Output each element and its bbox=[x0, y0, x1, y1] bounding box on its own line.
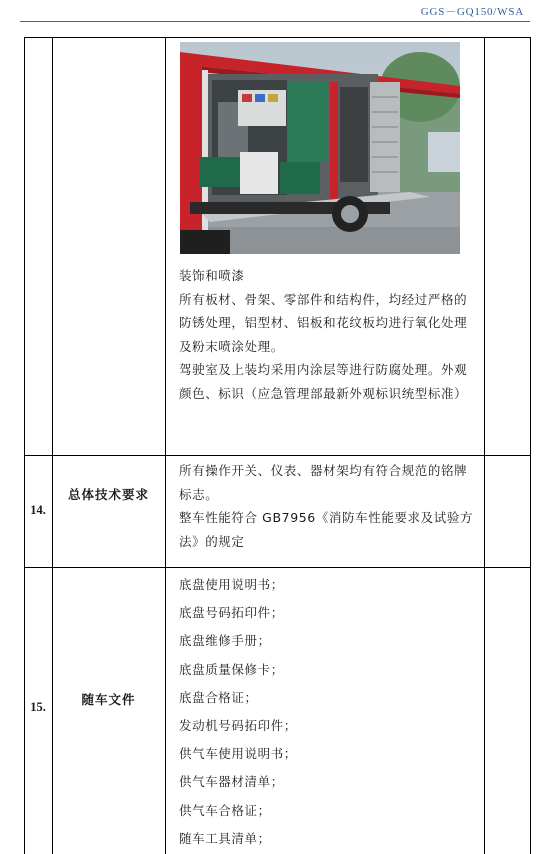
list-item: 随车工具清单； bbox=[179, 830, 271, 846]
list-item: 底盘号码拓印件； bbox=[179, 605, 284, 621]
row14-description bbox=[179, 459, 479, 553]
row13-description bbox=[179, 264, 479, 405]
col-divider bbox=[165, 37, 166, 854]
col-divider bbox=[24, 37, 25, 854]
paragraph-cab-coating: 驾驶室及上装均采用内涂层等进行防腐处理。外观颜色、标识（应急管理部最新外观标识统型标准） bbox=[179, 362, 468, 401]
list-item: 发动机号码拓印件； bbox=[179, 718, 297, 734]
header-rule bbox=[20, 21, 530, 22]
row15-number: 15. bbox=[30, 700, 46, 714]
col-divider bbox=[530, 37, 531, 854]
col-divider bbox=[52, 37, 53, 854]
row15-document-list bbox=[179, 571, 479, 853]
paragraph-gb7956: 整车性能符合 GB7956《消防车性能要求及试验方法》的规定 bbox=[179, 510, 474, 549]
col-divider bbox=[484, 37, 485, 854]
paragraph-nameplates: 所有操作开关、仪表、器材架均有符合规范的铭牌标志。 bbox=[179, 463, 468, 502]
list-item: 底盘使用说明书； bbox=[179, 577, 284, 592]
paragraph-decoration-title: 装饰和喷漆 bbox=[179, 268, 245, 283]
list-item: 底盘维修手册； bbox=[179, 633, 271, 649]
row-divider bbox=[24, 567, 530, 568]
list-item: 底盘质量保修卡； bbox=[179, 661, 284, 677]
row14-item-name: 总体技术要求 bbox=[67, 487, 149, 502]
table-border-top bbox=[24, 37, 530, 38]
page-header-code: GGS－GQ150/WSA bbox=[420, 6, 524, 18]
paragraph-anticorrosion: 所有板材、骨架、零部件和结构件，均经过严格的防锈处理，铝型材、铝板和花纹板均进行氧化处理及粉末喷涂处理。 bbox=[179, 291, 468, 354]
list-item: 底盘合格证； bbox=[179, 689, 258, 705]
truck-equipment-photo bbox=[180, 42, 460, 254]
list-item: 供气车使用说明书； bbox=[179, 746, 297, 762]
row-divider bbox=[24, 455, 530, 456]
row15-item-name: 随车文件 bbox=[81, 692, 136, 707]
list-item: 供气车器材清单； bbox=[179, 774, 284, 790]
row14-number: 14. bbox=[30, 503, 46, 517]
list-item: 供气车合格证； bbox=[179, 802, 271, 818]
